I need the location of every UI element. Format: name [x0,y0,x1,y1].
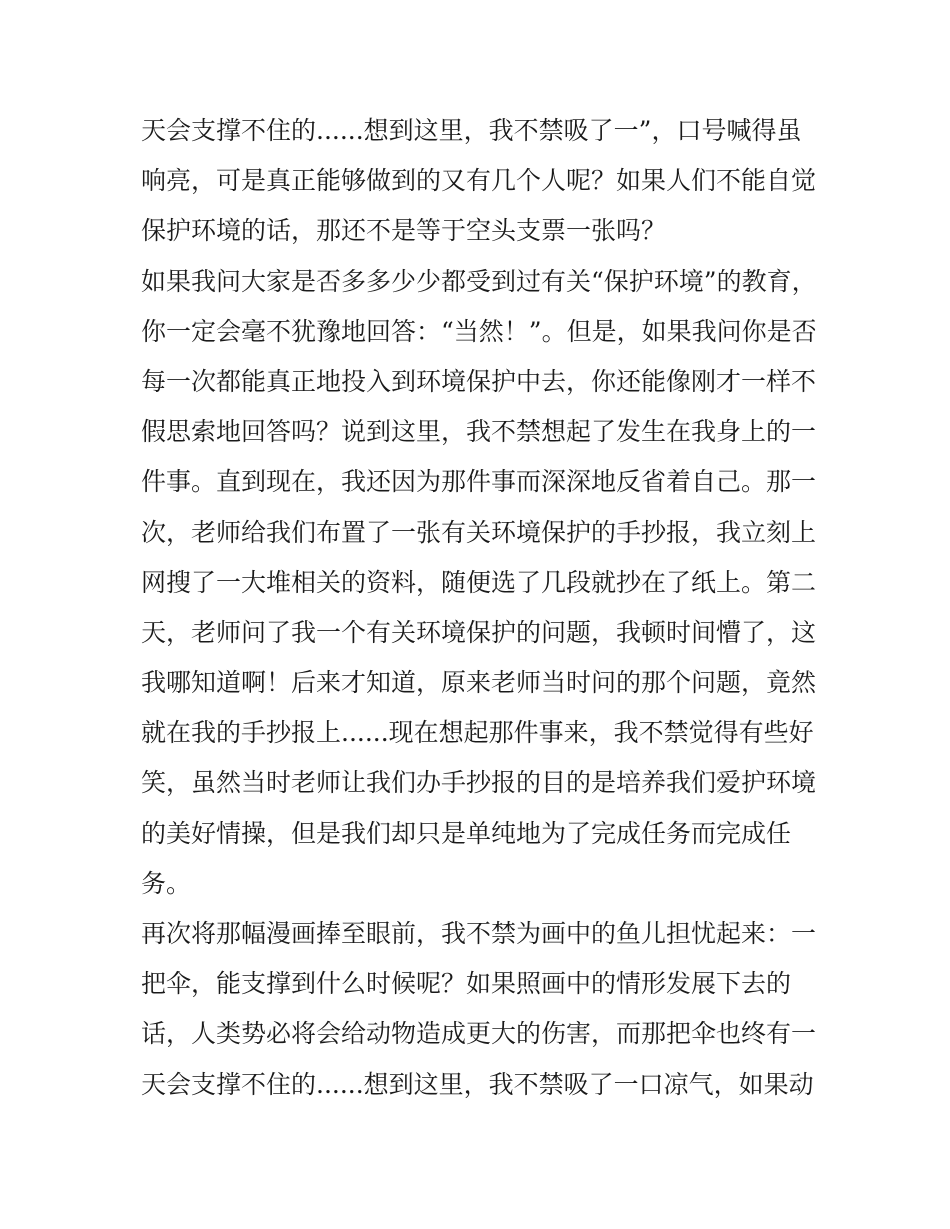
text-line: 话，人类势必将会给动物造成更大的伤害，而那把伞也终有一 [141,1019,817,1049]
text-line: 天会支撑不住的......想到这里，我不禁吸了一”，口号喊得虽 [141,116,802,145]
text-line: 天，老师问了我一个有关环境保护的问题，我顿时间懵了，这 [141,617,817,647]
text-line: 务。 [141,868,192,898]
text-line: 天会支撑不住的......想到这里，我不禁吸了一口凉气，如果动 [141,1069,814,1099]
text-line: 的美好情操，但是我们却只是单纯地为了完成任务而完成任 [141,818,792,848]
body-text [141,106,821,1110]
text-line: 再次将那幅漫画捧至眼前，我不禁为画中的鱼儿担忧起来：一 [141,919,817,948]
text-line: 响亮，可是真正能够做到的又有几个人呢？如果人们不能自觉 [141,166,817,196]
text-line: 把伞，能支撑到什么时候呢？如果照画中的情形发展下去的 [141,969,792,999]
text-line: 我哪知道啊！后来才知道，原来老师当时问的那个问题，竟然 [141,668,817,698]
text-line: 就在我的手抄报上......现在想起那件事来，我不禁觉得有些好 [141,718,814,748]
text-line: 次，老师给我们布置了一张有关环境保护的手抄报，我立刻上 [141,517,817,547]
text-line: 件事。直到现在，我还因为那件事而深深地反省着自己。那一 [141,467,817,497]
text-line: 保护环境的话，那还不是等于空头支票一张吗？ [141,216,667,246]
text-line: 网搜了一大堆相关的资料，随便选了几段就抄在了纸上。第二 [141,567,817,597]
text-line: 笑，虽然当时老师让我们办手抄报的目的是培养我们爱护环境 [141,768,817,798]
text-line: 每一次都能真正地投入到环境保护中去，你还能像刚才一样不 [141,366,817,396]
text-line: 假思索地回答吗？说到这里，我不禁想起了发生在我身上的一 [141,417,817,447]
text-line: 如果我问大家是否多多少少都受到过有关“保护环境”的教育， [141,266,817,296]
text-line: 你一定会毫不犹豫地回答：“当然！”。但是，如果我问你是否 [141,316,817,346]
